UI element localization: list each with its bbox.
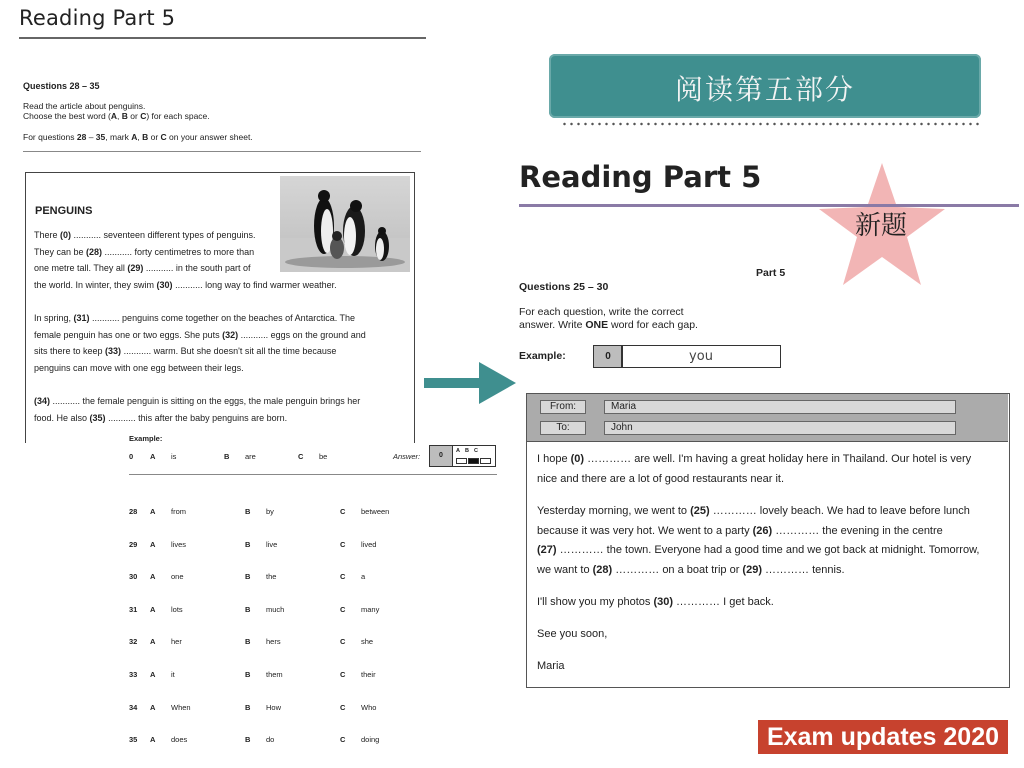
example-answer: you — [621, 345, 781, 368]
to-label: To: — [540, 421, 586, 435]
text-line: the world. In winter, they swim (30) ........... long way to find warmer weather. — [34, 280, 337, 290]
part-label: Part 5 — [756, 267, 786, 279]
right-page-title: Reading Part 5 — [519, 160, 762, 194]
lozenge-b-filled — [468, 458, 479, 464]
lozenge-a — [456, 458, 467, 464]
answer-number: 0 — [430, 446, 453, 466]
arrow-right-icon — [424, 362, 516, 404]
text-line: one metre tall. They all (29) ........... in the south part of — [34, 263, 251, 273]
email-header — [527, 394, 1008, 442]
text-line: (34) ........... the female penguin is sitting on the eggs, the male penguin brings her — [34, 396, 361, 406]
text-line: because it was very hot. We went to a party (26) ………… the evening in the centre — [537, 525, 943, 537]
text-line: I'll show you my photos (30) ………… I get back. — [537, 596, 774, 608]
title-divider — [19, 37, 426, 39]
exam-updates-badge: Exam updates 2020 — [758, 720, 1008, 754]
text-line: There (0) ........... seventeen different types of penguins. — [34, 230, 256, 240]
text-line: Yesterday morning, we went to (25) ………… lovely beach. We had to leave before lunch — [537, 505, 970, 517]
left-page-title: Reading Part 5 — [19, 6, 176, 30]
penguins-photo — [280, 176, 410, 272]
dotted-divider — [561, 122, 981, 126]
example-number: 0 — [593, 345, 623, 368]
divider — [129, 474, 497, 475]
instruction-line: Read the article about penguins. — [23, 101, 146, 111]
questions-range: Questions 28 – 35 — [23, 81, 100, 91]
instruction-line: For questions 28 – 35, mark A, B or C on your answer sheet. — [23, 132, 253, 142]
text-line: we want to (28) ………… on a boat trip or (29) ………… tennis. — [537, 564, 845, 576]
text-line: In spring, (31) ........... penguins come together on the beaches of Antarctica. The — [34, 313, 356, 323]
questions-range: Questions 25 – 30 — [519, 281, 609, 293]
text-line: penguins can move with one egg between their legs. — [34, 363, 244, 373]
new-tag: 新题 — [855, 211, 908, 241]
answer-label: Answer: — [393, 452, 421, 461]
text-line: Maria — [537, 660, 565, 672]
answer-sheet-sample — [429, 445, 496, 467]
title-divider — [519, 204, 1019, 207]
instruction-line: answer. Write ONE word for each gap. — [519, 319, 698, 331]
text-line: sits there to keep (33) ........... warm. But she doesn't sit all the time because — [34, 346, 337, 356]
text-line: (27) ………… the town. Everyone had a good time and we got back at midnight. Tomorrow, — [537, 544, 980, 556]
instruction-line: Choose the best word (A, B or C) for each space. — [23, 111, 210, 121]
article-heading: PENGUINS — [35, 205, 93, 217]
banner-text: 阅读第五部分 — [674, 73, 855, 106]
instruction-line: For each question, write the correct — [519, 306, 684, 318]
text-line: nice and there are a lot of good restaurants near it. — [537, 473, 785, 485]
to-field: John — [604, 421, 956, 435]
text-line: food. He also (35) ........... this after the baby penguins are born. — [34, 413, 288, 423]
from-label: From: — [540, 400, 586, 414]
example-label: Example: — [519, 350, 566, 362]
lozenge-c — [480, 458, 491, 464]
text-line: They can be (28) ........... forty centimetres to more than — [34, 247, 255, 257]
text-line: See you soon, — [537, 628, 608, 640]
text-line: I hope (0) ………… are well. I'm having a great holiday here in Thailand. Our hotel is very — [537, 453, 972, 465]
example-label: Example: — [129, 434, 163, 443]
answer-letters: ABC — [456, 448, 483, 454]
from-field: Maria — [604, 400, 956, 414]
divider — [23, 151, 421, 152]
text-line: female penguin has one or two eggs. She puts (32) ........... eggs on the ground and — [34, 330, 366, 340]
